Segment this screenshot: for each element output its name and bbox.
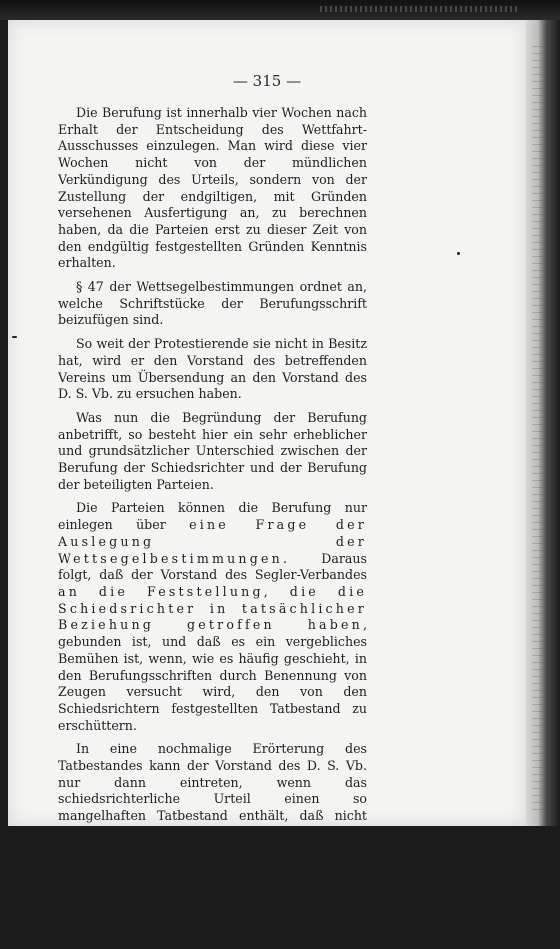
paragraph-parties-appeal [58,500,367,734]
paragraph-justification: Was nun die Begründung der Berufung anbetrifft, so besteht hier ein sehr erheblicher und grundsätzlicher Unterschied zwischen der Berufung der Schiedsrichter und der Berufung der beteiligten Parteien. [58,409,367,492]
emphasized-text: eine Frage der Auslegung der Wettsegelbestimmungen [58,517,367,566]
emphasized-text: an die Feststellung, die die Schiedsrichter in tatsächlicher Beziehung getroffen haben [58,583,367,633]
page-edge-lines [532,40,542,810]
text-segment: . Daraus folgt, daß der Vorstand des Segler-Verbandes [58,550,367,583]
scan-speck [12,336,17,338]
paragraph-appeal-deadline: Die Berufung ist innerhalb vier Wochen nach Erhalt der Entscheidung des Wettfahrt-Ausschusses einzulegen. Man wird diese vier Wochen nicht von der mündlichen Verkündigung des Urteils, sondern von der Zustellung der endgiltigen, mit Gründen versehenen Ausfertigung an, zu berechnen haben, da die Parteien erst zu dieser Zeit von den endgültig festgestellten Gründen Kenntnis erhalten. [58,105,367,271]
scan-speck [457,252,460,255]
text-segment: , gebunden ist, und daß es ein vergebliches Bemühen ist, wenn, wie es häufig geschieht, in den Berufungsschriften durch Benennung von Zeugen versucht wird, den von den Schiedsrichtern festgestellten Tatbestand zu erschüttern. [58,617,367,733]
paragraph-documents-request: So weit der Protestierende sie nicht in Besitz hat, wird er den Vorstand des betreffenden Vereins um Übersendung an den Vorstand des D. S. Vb. zu ersuchen haben. [58,336,367,402]
body-text [58,105,367,949]
scan-noise [320,6,520,12]
page-number: — 315 — [232,72,302,90]
paragraph-reexamination: In eine nochmalige Erörterung des Tatbestandes kann der Vorstand des D. S. Vb. nur dann eintreten, wenn das schiedsrichterliche Urteil einen so mangelhaften Tatbestand enthält, daß nicht festzustellen ist, ob die gesetzlichen Bestimmungen richtig angewendet sind. Dies würde z. B. dann stattfinden, wenn die schiedsrichterliche Entscheidung nur lautet: Auf den Protest der Yacht A. wird die Yacht B. wegen unzulässiger Behinderung an der Boje X. ausgeschlossen. [58,741,367,941]
scan-top-edge [0,0,560,20]
text-segment: Die Parteien können die Berufung nur einlegen über [58,500,367,533]
paragraph-paragraph-47: § 47 der Wettsegelbestimmungen ordnet an, welche Schriftstücke der Berufungsschrift beizufügen sind. [58,279,367,328]
